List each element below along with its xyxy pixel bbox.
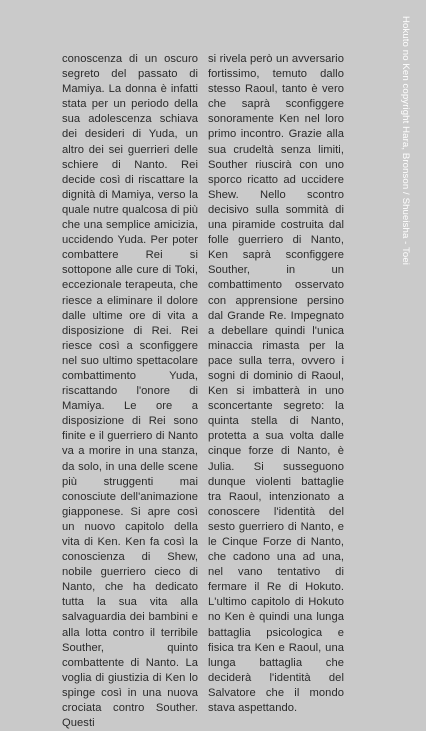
copyright-strip (393, 14, 413, 574)
left-text-column (62, 52, 198, 731)
copyright-notice: Hokuto no Ken copyright Hara, Bronson / Shueisha - Toei (400, 16, 411, 266)
right-column-paragraph: si rivela però un avversario fortissimo, temuto dallo stesso Raoul, tanto è vero che saprà sconfiggere sonoramente Ken nel loro primo incontro. Grazie alla sua crudeltà senza limiti, Souther riuscirà con uno sporco ricatto ad uccidere Shew. Nello scontro decisivo sulla sommità di una piramide costruita dal folle guerriero di Nanto, Ken saprà sconfiggere Souther, in un combattimento osservato con apprensione persino dal Grande Re. Impegnato a debellare quindi l'unica minaccia rimasta per la pace sulla terra, ovvero i sogni di dominio di Raoul, Ken si imbatterà in uno sconcertante segreto: la quinta stella di Nanto, protetta a sua volta dalle cinque forze di Nanto, è Julia. Si susseguono dunque violenti battaglie tra Raoul, intenzionato a conoscere l'identità del sesto guerriero di Nanto, e le Cinque Forze di Nanto, che cadono una ad una, nel vano tentativo di fermare il Re di Hokuto. L'ultimo capitolo di Hokuto no Ken è quindi una lunga battaglia psicologica e fisica tra Ken e Raoul, una lunga battaglia che deciderà l'identità del Salvatore che il mondo stava aspettando. (208, 53, 344, 715)
left-column-paragraph: conoscenza di un oscuro segreto del passato di Mamiya. La donna è infatti stata per un periodo della sua adolescenza schiava dei desideri di Yuda, un altro dei sei guerrieri delle schiere di Nanto. Rei decide così di riscattare la dignità di Mamiya, verso la quale nutre qualcosa di più che una semplice amicizia, uccidendo Yuda. Per poter combattere Rei si sottopone alle cure di Toki, eccezionale terapeuta, che riesce a eliminare il dolore dalle ultime ore di vita a disposizione di Rei. Rei riesce così a sconfiggere nel suo ultimo spettacolare combattimento Yuda, riscattando l'onore di Mamiya. Le ore a disposizione di Rei sono finite e il guerriero di Nanto va a morire in una stanza, da solo, in una delle scene più struggenti mai conosciute dell'animazione giapponese. Si apre così un nuovo capitolo della vita di Ken. Ken fa così la conoscienza di Shew, nobile guerriero cieco di Nanto, che ha dedicato tutta la sua vita alla salvaguardia dei bambini e alla lotta contro il terribile Souther, quinto combattente di Nanto. La voglia di giustizia di Ken lo spinge così in una nuova crociata contro Souther. Questi (62, 53, 198, 730)
right-text-column (208, 52, 344, 716)
